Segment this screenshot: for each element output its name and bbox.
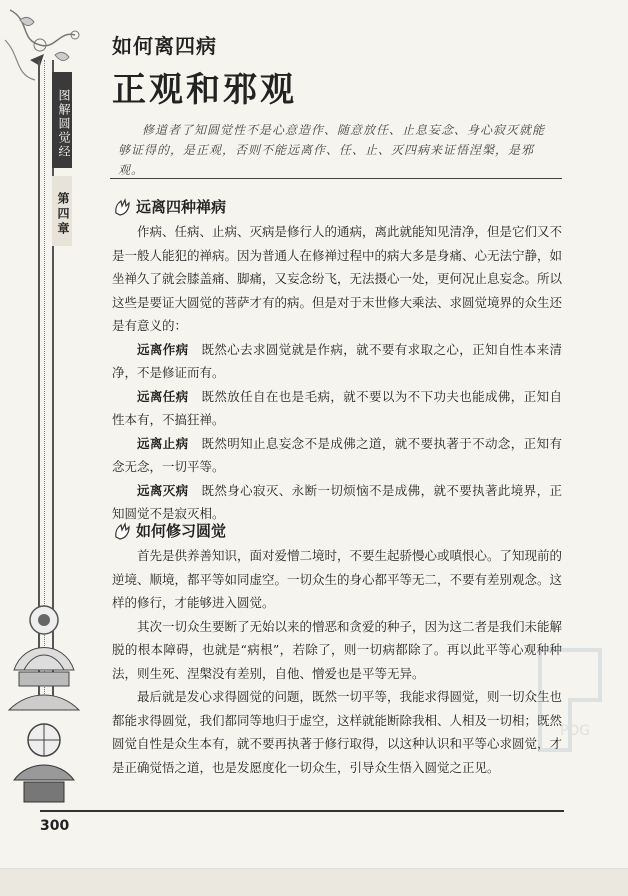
section-2-paragraph: 其次一切众生要断了无始以来的憎恶和贪爱的种子，因为这二者是我们未能解脱的根本障碍，也就是“病根”，若除了，则一切病都除了。再以此平等心观种种法，则生死、涅槃没有差别，自他、憎爱也是平等无异。 <box>112 618 563 681</box>
item-text: 既然心去求圆觉就是作病，就不要有求取之心，正知自性本来清净，不是修证而有。 <box>112 341 562 380</box>
watermark-logo-icon <box>520 640 620 760</box>
page-subtitle: 如何离四病 <box>112 34 217 58</box>
lotus-pedestal-icon <box>4 600 84 810</box>
list-item <box>112 479 562 526</box>
svg-text:PDG: PDG <box>560 723 591 739</box>
divider <box>110 178 562 179</box>
section-1-paragraph: 作病、任病、止病、灭病是修行人的通病，离此就能知见清净，但是它们又不是一般人能犯的禅病。因为普通人在修禅过程中的病大多是身痛、心无法宁静，如坐禅久了就会膝盖痛、脚痛，又妄念纷飞，无法摄心一处，更何况止息妄念。所以这些是要证大圆觉的菩萨才有的病。但是对于末世修大乘法、求圆觉境界的众生还是有意义的： <box>112 224 563 333</box>
item-term: 远离止病 <box>137 435 189 451</box>
item-text: 既然身心寂灭、永断一切烦恼不是成佛，就不要执著此境界，正知圆觉不是寂灭相。 <box>112 482 562 521</box>
page-title: 正观和邪观 <box>112 70 297 110</box>
item-term: 远离灭病 <box>137 482 189 498</box>
item-term: 远离任病 <box>137 388 189 404</box>
intro-paragraph: 修道者了知圆觉性不是心意造作、随意放任、止息妄念、身心寂灭就能够证得的，是正观，否则不能远离作、任、止、灭四病来证悟涅槃，是邪观。 <box>118 123 546 177</box>
page-number: 300 <box>40 818 70 834</box>
section-heading-1-text: 远离四种禅病 <box>136 198 227 216</box>
bottom-strip <box>0 868 628 896</box>
list-item <box>112 385 562 432</box>
book-title-tab: 图解圆觉经 <box>52 72 72 168</box>
chapter-tab: 第四章 <box>52 176 72 246</box>
hand-icon <box>112 197 132 217</box>
section-heading-2-text: 如何修习圆觉 <box>136 522 227 540</box>
section-1-body <box>112 220 562 526</box>
item-text: 既然放任自在也是毛病，就不要以为不下功夫也能成佛，正知自性本有，不搞狂禅。 <box>112 388 562 427</box>
list-item <box>112 432 562 479</box>
hand-icon <box>112 521 132 541</box>
item-text: 既然明知止息妄念不是成佛之道，就不要执著于不动念，正知有念无念，一切平等。 <box>112 435 562 474</box>
section-heading-1 <box>112 196 226 217</box>
list-item <box>112 338 562 385</box>
section-2-paragraph: 首先是供养善知识，面对爱憎二境时，不要生起骄慢心或嗔恨心。了知现前的逆境、顺境，都平等如同虚空。一切众生的身心都平等无二，不要有差别观念。这样的修行，才能够进入圆觉。 <box>112 548 563 610</box>
section-heading-2 <box>112 520 226 541</box>
item-term: 远离作病 <box>137 341 189 357</box>
section-2-paragraph: 最后就是发心求得圆觉的问题，既然一切平等，我能求得圆觉，则一切众生也都能求得圆觉，我们都同等地归于虚空，这样就能断除我相、人相及一切相；既然圆觉自性是众生本有，就不要再执著于修行取得，以这种认识和平等心求圆觉，才是正确觉悟之道，也是发愿度化一切众生，引导众生悟入圆觉之正见。 <box>112 689 563 775</box>
footer-divider <box>40 810 564 812</box>
section-2-body <box>112 544 562 779</box>
